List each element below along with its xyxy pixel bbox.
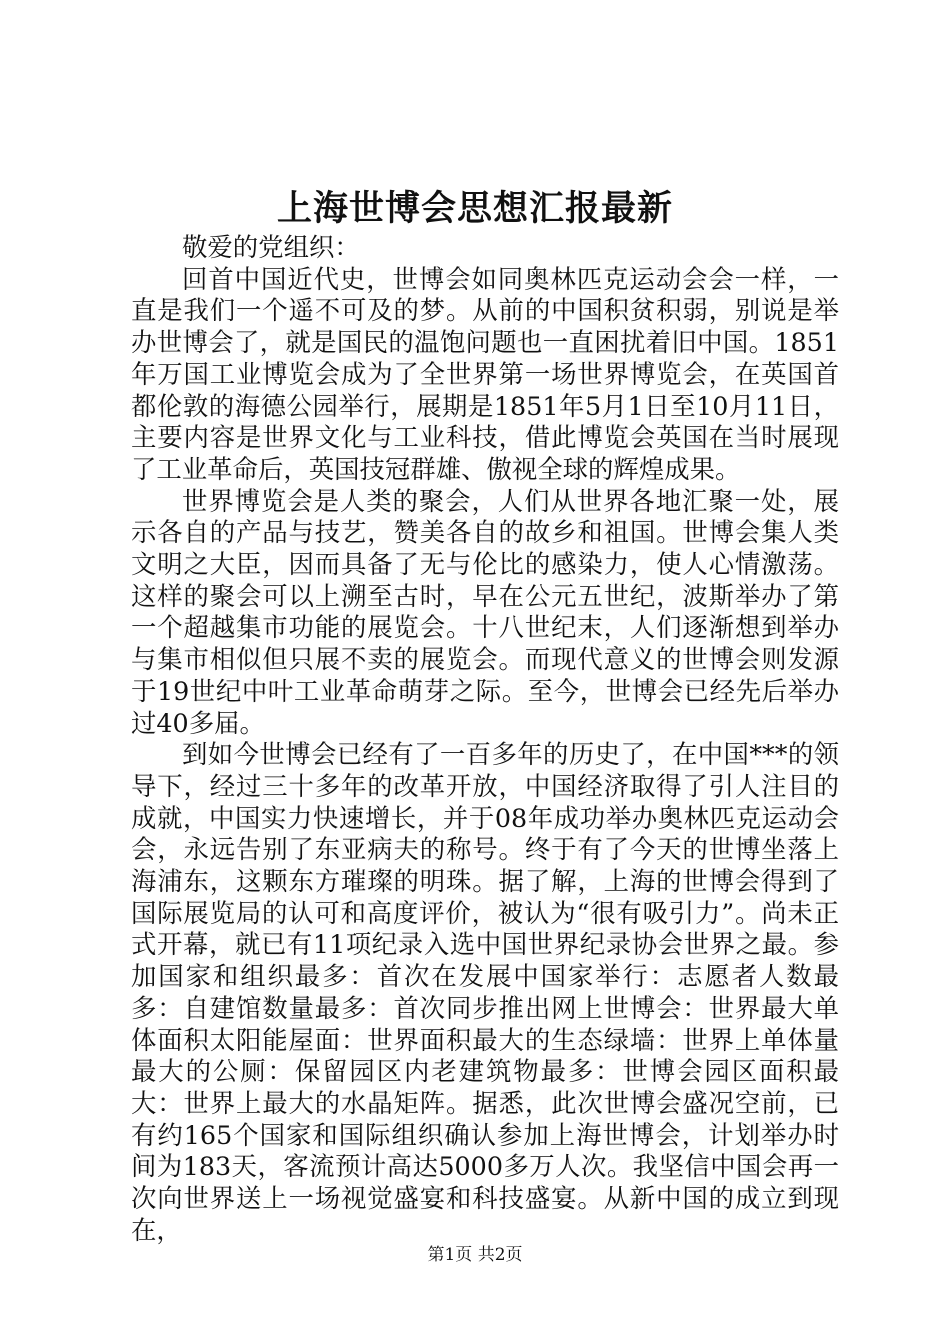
document-body [131, 232, 839, 1247]
salutation: 敬爱的党组织： [182, 232, 360, 262]
paragraph-3: 到如今世博会已经有了一百多年的历史了，在中国***的领导下，经过三十多年的改革开放，中国经济取得了引人注目的成就，中国实力快速增长，并于08年成功举办奥林匹克运动会会，永远告别了东亚病夫的称号。终于有了今天的世博坐落上海浦东，这颗东方璀璨的明珠。据了解，上海的世博会得到了国际展览局的认可和高度评价，被认为“很有吸引力”。尚未正式开幕，就已有11项纪录入选中国世界纪录协会世界之最。参加国家和组织最多：首次在发展中国家举行：志愿者人数最多：自建馆数量最多：首次同步推出网上世博会：世界最大单体面积太阳能屋面：世界面积最大的生态绿墙：世界上单体量最大的公厕：保留园区内老建筑物最多：世博会园区面积最大：世界上最大的水晶矩阵。据悉，此次世博会盛况空前，已有约165个国家和国际组织确认参加上海世博会，计划举办时间为183天，客流预计高达5000多万人次。我坚信中国会再一次向世界送上一场视觉盛宴和科技盛宴。从新中国的成立到现在， [131, 739, 839, 1245]
paragraph-2: 世界博览会是人类的聚会，人们从世界各地汇聚一处，展示各自的产品与技艺，赞美各自的故乡和祖国。世博会集人类文明之大臣，因而具备了无与伦比的感染力，使人心情激荡。这样的聚会可以上溯至古时，早在公元五世纪，波斯举办了第一个超越集市功能的展览会。十八世纪末，人们逐渐想到举办与集市相似但只展不卖的展览会。而现代意义的世博会则发源于19世纪中叶工业革命萌芽之际。至今，世博会已经先后举办过40多届。 [131, 485, 839, 738]
paragraph-1: 回首中国近代史，世博会如同奥林匹克运动会会一样，一直是我们一个遥不可及的梦。从前的中国积贫积弱，别说是举办世博会了，就是国民的温饱问题也一直困扰着旧中国。1851年万国工业博览会成为了全世界第一场世界博览会，在英国首都伦敦的海德公园举行，展期是1851年5月1日至10月11日，主要内容是世界文化与工业科技，借此博览会英国在当时展现了工业革命后，英国技冠群雄、傲视全球的辉煌成果。 [131, 263, 839, 484]
page-number-label: 第1页 共2页 [427, 1245, 523, 1265]
document-title: 上海世博会思想汇报最新 [276, 188, 673, 229]
page-footer [0, 1244, 950, 1266]
